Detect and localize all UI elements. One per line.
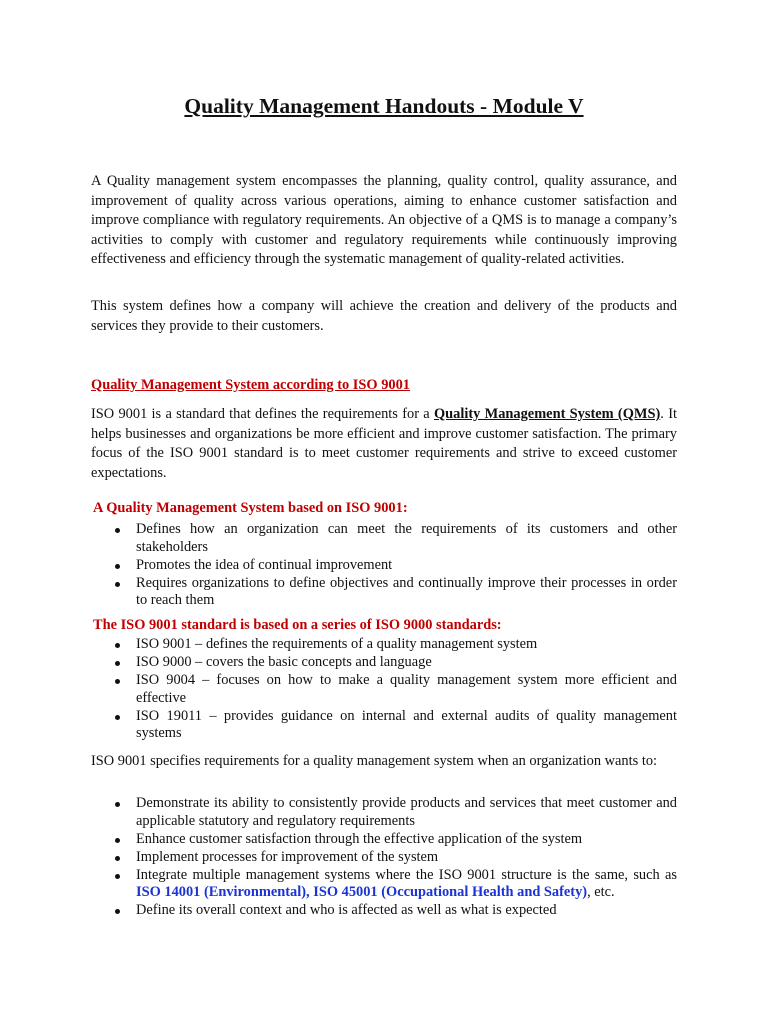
iso-paragraph-text-after: . It helps businesses and organizations be more efficient and improve customer satisfaction. The primary focus of the ISO 9001 standard is to meet customer requirements and strive to exceed customer expectations. [91, 406, 677, 481]
list-item: ISO 9004 – focuses on how to make a quality management system more efficient and effective [111, 672, 677, 707]
based-on-iso-list [111, 521, 677, 610]
list-item: ISO 19011 – provides guidance on internal and external audits of quality management systems [111, 708, 677, 743]
list-item-text-end: , etc. [587, 884, 615, 900]
iso-9000-series-heading: The ISO 9001 standard is based on a series of ISO 9000 standards: [93, 617, 502, 633]
iso-9001-heading: Quality Management System according to ISO 9001 [91, 377, 410, 393]
list-item: Promotes the idea of continual improvement [111, 557, 677, 575]
list-item: ISO 9000 – covers the basic concepts and language [111, 654, 677, 672]
list-item: Enhance customer satisfaction through the effective application of the system [111, 831, 677, 849]
list-item: Requires organizations to define objectives and continually improve their processes in order to reach them [111, 575, 677, 610]
qms-link[interactable]: Quality Management System (QMS) [433, 406, 661, 422]
list-item-text: Integrate multiple management systems where the ISO 9001 structure is the same, such as [136, 866, 677, 883]
specifies-list [111, 795, 677, 920]
link-separator: , [306, 884, 314, 900]
iso-45001-link[interactable]: ISO 45001 (Occupational Health and Safety) [313, 884, 588, 900]
system-paragraph: This system defines how a company will achieve the creation and delivery of the products and services they provide to their customers. [91, 298, 677, 334]
specifies-paragraph: ISO 9001 specifies requirements for a quality management system when an organization wants to: [91, 753, 658, 769]
list-item [111, 867, 677, 902]
list-item: Defines how an organization can meet the requirements of its customers and other stakeholders [111, 521, 677, 556]
iso-9000-series-list [111, 636, 677, 743]
based-on-iso-heading: A Quality Management System based on ISO 9001: [93, 500, 408, 516]
iso-paragraph-text-before: ISO 9001 is a standard that defines the requirements for a [91, 406, 434, 422]
iso-14001-link[interactable]: ISO 14001 (Environmental) [136, 884, 307, 900]
intro-paragraph: A Quality management system encompasses the planning, quality control, quality assurance, and improvement of quality across various operations, aiming to enhance customer satisfaction and improve compliance with regulatory requirements. An objective of a QMS is to manage a company’s activities to comply with customer and regulatory requirements while continuously improving effectiveness and efficiency through the systematic management of quality-related activities. [91, 173, 677, 267]
list-item: Implement processes for improvement of the system [111, 849, 677, 867]
page-title: Quality Management Handouts - Module V [184, 94, 584, 118]
iso-9001-paragraph [91, 405, 677, 483]
list-item: Define its overall context and who is affected as well as what is expected [111, 902, 677, 920]
list-item: ISO 9001 – defines the requirements of a quality management system [111, 636, 677, 654]
list-item: Demonstrate its ability to consistently provide products and services that meet customer and applicable statutory and regulatory requirements [111, 795, 677, 830]
